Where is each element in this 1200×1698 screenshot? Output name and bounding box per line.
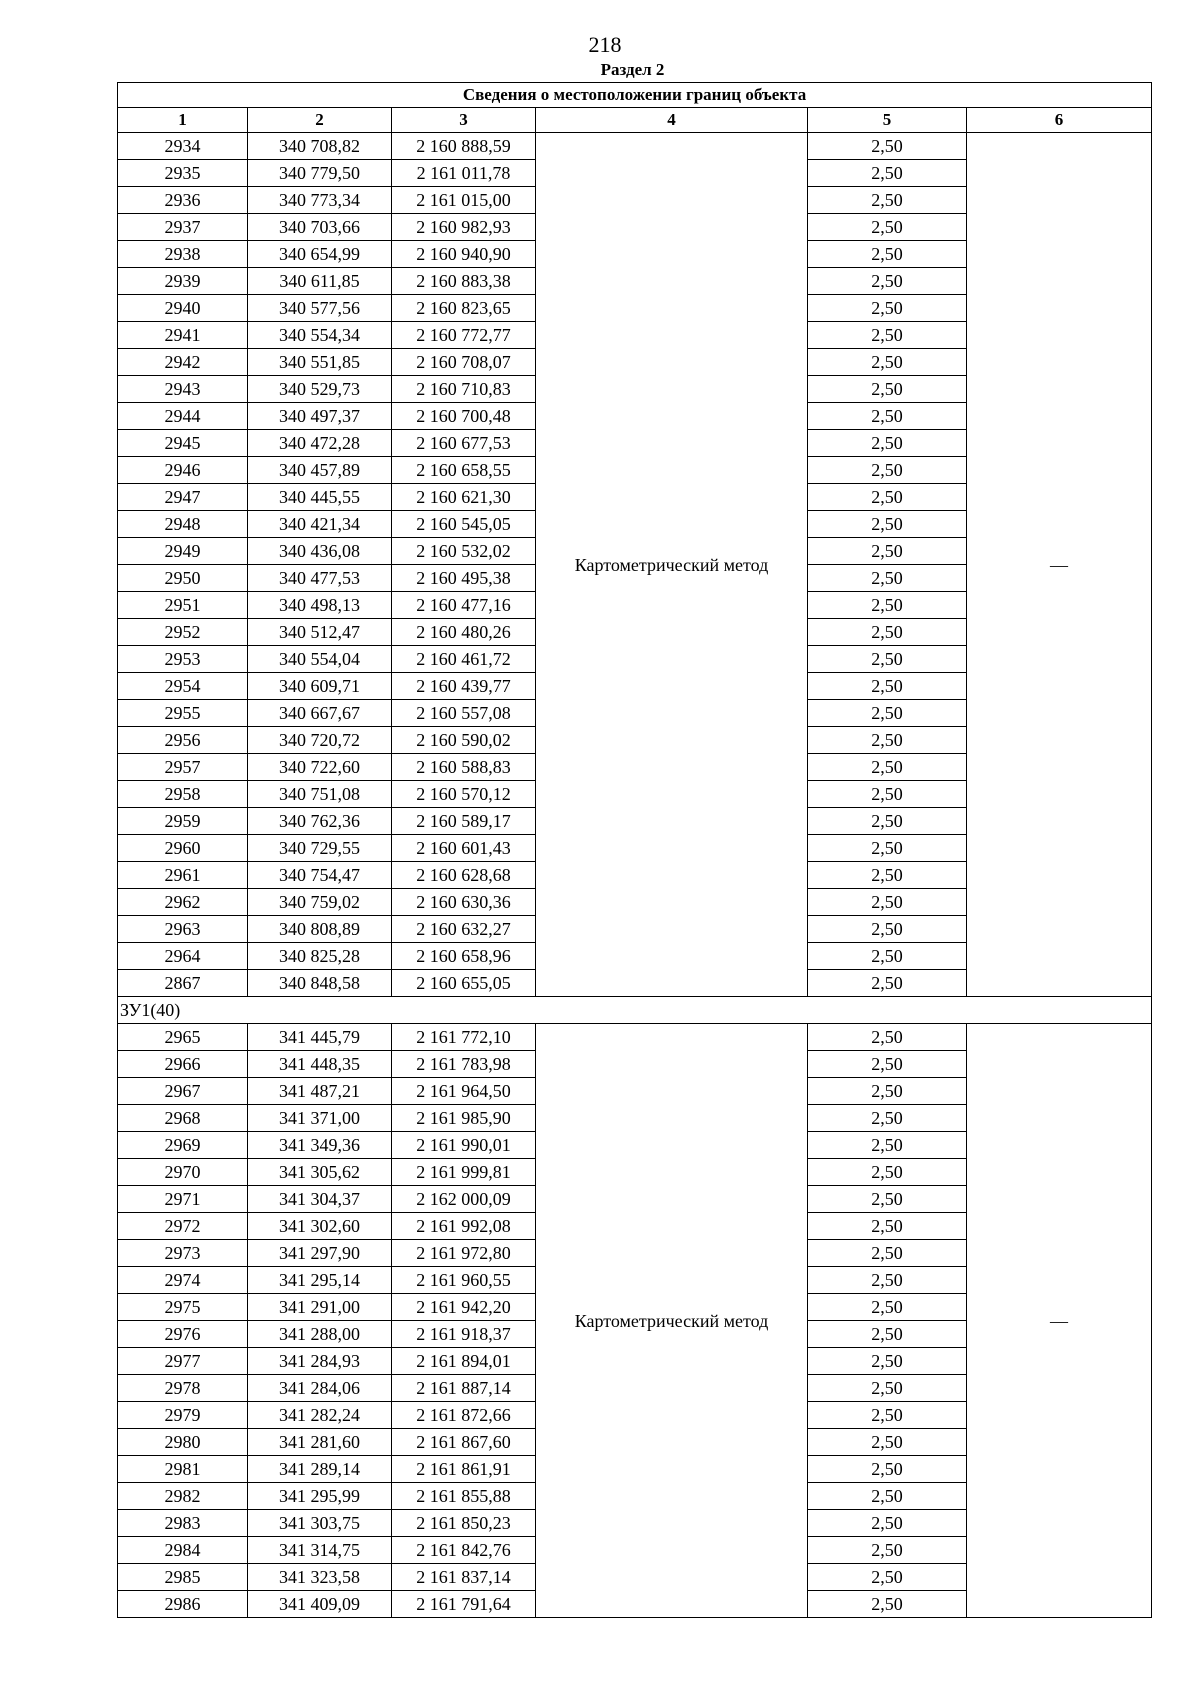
point-number-cell: 2982 (118, 1483, 248, 1510)
y-coordinate-cell: 2 160 888,59 (392, 133, 536, 160)
column-number: 3 (392, 108, 536, 133)
x-coordinate-cell: 340 708,82 (248, 133, 392, 160)
column-number: 1 (118, 108, 248, 133)
point-number-cell: 2963 (118, 916, 248, 943)
point-number-cell: 2965 (118, 1024, 248, 1051)
y-coordinate-cell: 2 161 985,90 (392, 1105, 536, 1132)
x-coordinate-cell: 340 529,73 (248, 376, 392, 403)
x-coordinate-cell: 340 497,37 (248, 403, 392, 430)
accuracy-cell: 2,50 (808, 916, 967, 943)
accuracy-cell: 2,50 (808, 754, 967, 781)
x-coordinate-cell: 340 611,85 (248, 268, 392, 295)
y-coordinate-cell: 2 160 557,08 (392, 700, 536, 727)
accuracy-cell: 2,50 (808, 1429, 967, 1456)
accuracy-cell: 2,50 (808, 889, 967, 916)
x-coordinate-cell: 341 349,36 (248, 1132, 392, 1159)
point-number-cell: 2953 (118, 646, 248, 673)
y-coordinate-cell: 2 160 710,83 (392, 376, 536, 403)
x-coordinate-cell: 341 297,90 (248, 1240, 392, 1267)
accuracy-cell: 2,50 (808, 862, 967, 889)
accuracy-cell: 2,50 (808, 538, 967, 565)
y-coordinate-cell: 2 161 842,76 (392, 1537, 536, 1564)
table-caption-row (118, 83, 1152, 108)
y-coordinate-cell: 2 160 630,36 (392, 889, 536, 916)
x-coordinate-cell: 341 291,00 (248, 1294, 392, 1321)
accuracy-cell: 2,50 (808, 187, 967, 214)
point-number-cell: 2947 (118, 484, 248, 511)
accuracy-cell: 2,50 (808, 1240, 967, 1267)
accuracy-cell: 2,50 (808, 322, 967, 349)
accuracy-cell: 2,50 (808, 1537, 967, 1564)
y-coordinate-cell: 2 160 461,72 (392, 646, 536, 673)
table-row (118, 1024, 1152, 1051)
accuracy-cell: 2,50 (808, 1051, 967, 1078)
accuracy-cell: 2,50 (808, 457, 967, 484)
accuracy-cell: 2,50 (808, 1510, 967, 1537)
y-coordinate-cell: 2 161 990,01 (392, 1132, 536, 1159)
y-coordinate-cell: 2 162 000,09 (392, 1186, 536, 1213)
point-number-cell: 2972 (118, 1213, 248, 1240)
accuracy-cell: 2,50 (808, 970, 967, 997)
y-coordinate-cell: 2 160 480,26 (392, 619, 536, 646)
note-cell: — (967, 1024, 1152, 1618)
x-coordinate-cell: 340 472,28 (248, 430, 392, 457)
point-number-cell: 2941 (118, 322, 248, 349)
point-number-cell: 2971 (118, 1186, 248, 1213)
point-number-cell: 2934 (118, 133, 248, 160)
accuracy-cell: 2,50 (808, 484, 967, 511)
column-number: 5 (808, 108, 967, 133)
accuracy-cell: 2,50 (808, 943, 967, 970)
y-coordinate-cell: 2 160 982,93 (392, 214, 536, 241)
y-coordinate-cell: 2 160 823,65 (392, 295, 536, 322)
point-number-cell: 2945 (118, 430, 248, 457)
method-cell: Картометрический метод (536, 133, 808, 997)
boundary-coordinates-table (117, 82, 1152, 1618)
accuracy-cell: 2,50 (808, 1591, 967, 1618)
accuracy-cell: 2,50 (808, 1321, 967, 1348)
x-coordinate-cell: 341 323,58 (248, 1564, 392, 1591)
accuracy-cell: 2,50 (808, 700, 967, 727)
x-coordinate-cell: 341 445,79 (248, 1024, 392, 1051)
accuracy-cell: 2,50 (808, 160, 967, 187)
section-title: Раздел 2 (600, 60, 665, 79)
y-coordinate-cell: 2 160 632,27 (392, 916, 536, 943)
x-coordinate-cell: 341 284,93 (248, 1348, 392, 1375)
point-number-cell: 2944 (118, 403, 248, 430)
accuracy-cell: 2,50 (808, 1024, 967, 1051)
x-coordinate-cell: 340 762,36 (248, 808, 392, 835)
y-coordinate-cell: 2 160 655,05 (392, 970, 536, 997)
x-coordinate-cell: 340 436,08 (248, 538, 392, 565)
y-coordinate-cell: 2 160 532,02 (392, 538, 536, 565)
page-number: 218 (588, 32, 622, 57)
group-label-row (118, 997, 1152, 1024)
table-body (118, 133, 1152, 1618)
x-coordinate-cell: 340 808,89 (248, 916, 392, 943)
accuracy-cell: 2,50 (808, 430, 967, 457)
y-coordinate-cell: 2 161 999,81 (392, 1159, 536, 1186)
x-coordinate-cell: 340 722,60 (248, 754, 392, 781)
x-coordinate-cell: 340 498,13 (248, 592, 392, 619)
accuracy-cell: 2,50 (808, 1402, 967, 1429)
accuracy-cell: 2,50 (808, 1267, 967, 1294)
y-coordinate-cell: 2 161 861,91 (392, 1456, 536, 1483)
x-coordinate-cell: 340 654,99 (248, 241, 392, 268)
y-coordinate-cell: 2 161 855,88 (392, 1483, 536, 1510)
point-number-cell: 2937 (118, 214, 248, 241)
y-coordinate-cell: 2 160 570,12 (392, 781, 536, 808)
accuracy-cell: 2,50 (808, 295, 967, 322)
accuracy-cell: 2,50 (808, 349, 967, 376)
x-coordinate-cell: 340 554,34 (248, 322, 392, 349)
method-cell: Картометрический метод (536, 1024, 808, 1618)
table-caption: Сведения о местоположении границ объекта (118, 83, 1152, 108)
note-cell: — (967, 133, 1152, 997)
accuracy-cell: 2,50 (808, 592, 967, 619)
point-number-cell: 2952 (118, 619, 248, 646)
x-coordinate-cell: 340 779,50 (248, 160, 392, 187)
y-coordinate-cell: 2 160 589,17 (392, 808, 536, 835)
y-coordinate-cell: 2 160 590,02 (392, 727, 536, 754)
accuracy-cell: 2,50 (808, 241, 967, 268)
x-coordinate-cell: 340 577,56 (248, 295, 392, 322)
y-coordinate-cell: 2 161 972,80 (392, 1240, 536, 1267)
y-coordinate-cell: 2 161 791,64 (392, 1591, 536, 1618)
point-number-cell: 2959 (118, 808, 248, 835)
point-number-cell: 2867 (118, 970, 248, 997)
x-coordinate-cell: 341 302,60 (248, 1213, 392, 1240)
accuracy-cell: 2,50 (808, 1132, 967, 1159)
x-coordinate-cell: 341 487,21 (248, 1078, 392, 1105)
point-number-cell: 2940 (118, 295, 248, 322)
x-coordinate-cell: 340 848,58 (248, 970, 392, 997)
accuracy-cell: 2,50 (808, 376, 967, 403)
x-coordinate-cell: 340 825,28 (248, 943, 392, 970)
x-coordinate-cell: 340 421,34 (248, 511, 392, 538)
accuracy-cell: 2,50 (808, 1213, 967, 1240)
y-coordinate-cell: 2 160 658,96 (392, 943, 536, 970)
x-coordinate-cell: 340 667,67 (248, 700, 392, 727)
point-number-cell: 2981 (118, 1456, 248, 1483)
x-coordinate-cell: 340 729,55 (248, 835, 392, 862)
point-number-cell: 2969 (118, 1132, 248, 1159)
table-row (118, 133, 1152, 160)
point-number-cell: 2954 (118, 673, 248, 700)
point-number-cell: 2935 (118, 160, 248, 187)
y-coordinate-cell: 2 160 658,55 (392, 457, 536, 484)
y-coordinate-cell: 2 161 872,66 (392, 1402, 536, 1429)
x-coordinate-cell: 341 295,14 (248, 1267, 392, 1294)
point-number-cell: 2938 (118, 241, 248, 268)
x-coordinate-cell: 341 304,37 (248, 1186, 392, 1213)
accuracy-cell: 2,50 (808, 268, 967, 295)
point-number-cell: 2979 (118, 1402, 248, 1429)
accuracy-cell: 2,50 (808, 214, 967, 241)
y-coordinate-cell: 2 160 588,83 (392, 754, 536, 781)
point-number-cell: 2974 (118, 1267, 248, 1294)
point-number-cell: 2986 (118, 1591, 248, 1618)
point-number-cell: 2956 (118, 727, 248, 754)
point-number-cell: 2955 (118, 700, 248, 727)
y-coordinate-cell: 2 161 992,08 (392, 1213, 536, 1240)
y-coordinate-cell: 2 160 940,90 (392, 241, 536, 268)
point-number-cell: 2942 (118, 349, 248, 376)
y-coordinate-cell: 2 160 545,05 (392, 511, 536, 538)
point-number-cell: 2983 (118, 1510, 248, 1537)
column-number: 6 (967, 108, 1152, 133)
point-number-cell: 2968 (118, 1105, 248, 1132)
point-number-cell: 2939 (118, 268, 248, 295)
x-coordinate-cell: 340 751,08 (248, 781, 392, 808)
y-coordinate-cell: 2 160 772,77 (392, 322, 536, 349)
accuracy-cell: 2,50 (808, 133, 967, 160)
x-coordinate-cell: 340 551,85 (248, 349, 392, 376)
accuracy-cell: 2,50 (808, 1456, 967, 1483)
point-number-cell: 2943 (118, 376, 248, 403)
column-number: 2 (248, 108, 392, 133)
accuracy-cell: 2,50 (808, 1105, 967, 1132)
accuracy-cell: 2,50 (808, 1078, 967, 1105)
accuracy-cell: 2,50 (808, 781, 967, 808)
x-coordinate-cell: 340 759,02 (248, 889, 392, 916)
x-coordinate-cell: 341 314,75 (248, 1537, 392, 1564)
accuracy-cell: 2,50 (808, 511, 967, 538)
x-coordinate-cell: 340 477,53 (248, 565, 392, 592)
y-coordinate-cell: 2 160 700,48 (392, 403, 536, 430)
x-coordinate-cell: 341 371,00 (248, 1105, 392, 1132)
point-number-cell: 2958 (118, 781, 248, 808)
point-number-cell: 2985 (118, 1564, 248, 1591)
x-coordinate-cell: 340 512,47 (248, 619, 392, 646)
point-number-cell: 2976 (118, 1321, 248, 1348)
y-coordinate-cell: 2 160 495,38 (392, 565, 536, 592)
x-coordinate-cell: 341 409,09 (248, 1591, 392, 1618)
point-number-cell: 2948 (118, 511, 248, 538)
x-coordinate-cell: 341 281,60 (248, 1429, 392, 1456)
y-coordinate-cell: 2 161 011,78 (392, 160, 536, 187)
accuracy-cell: 2,50 (808, 835, 967, 862)
y-coordinate-cell: 2 161 850,23 (392, 1510, 536, 1537)
y-coordinate-cell: 2 161 015,00 (392, 187, 536, 214)
accuracy-cell: 2,50 (808, 403, 967, 430)
y-coordinate-cell: 2 161 887,14 (392, 1375, 536, 1402)
point-number-cell: 2977 (118, 1348, 248, 1375)
point-number-cell: 2973 (118, 1240, 248, 1267)
y-coordinate-cell: 2 160 477,16 (392, 592, 536, 619)
y-coordinate-cell: 2 161 918,37 (392, 1321, 536, 1348)
accuracy-cell: 2,50 (808, 727, 967, 754)
x-coordinate-cell: 341 284,06 (248, 1375, 392, 1402)
point-number-cell: 2961 (118, 862, 248, 889)
point-number-cell: 2978 (118, 1375, 248, 1402)
point-number-cell: 2984 (118, 1537, 248, 1564)
point-number-cell: 2966 (118, 1051, 248, 1078)
accuracy-cell: 2,50 (808, 1159, 967, 1186)
point-number-cell: 2951 (118, 592, 248, 619)
y-coordinate-cell: 2 161 960,55 (392, 1267, 536, 1294)
x-coordinate-cell: 340 773,34 (248, 187, 392, 214)
y-coordinate-cell: 2 160 621,30 (392, 484, 536, 511)
y-coordinate-cell: 2 160 883,38 (392, 268, 536, 295)
accuracy-cell: 2,50 (808, 1348, 967, 1375)
point-number-cell: 2957 (118, 754, 248, 781)
x-coordinate-cell: 341 448,35 (248, 1051, 392, 1078)
point-number-cell: 2967 (118, 1078, 248, 1105)
point-number-cell: 2949 (118, 538, 248, 565)
y-coordinate-cell: 2 160 628,68 (392, 862, 536, 889)
x-coordinate-cell: 341 295,99 (248, 1483, 392, 1510)
accuracy-cell: 2,50 (808, 1564, 967, 1591)
column-number-row (118, 108, 1152, 133)
accuracy-cell: 2,50 (808, 646, 967, 673)
accuracy-cell: 2,50 (808, 1186, 967, 1213)
y-coordinate-cell: 2 160 677,53 (392, 430, 536, 457)
y-coordinate-cell: 2 161 837,14 (392, 1564, 536, 1591)
point-number-cell: 2970 (118, 1159, 248, 1186)
y-coordinate-cell: 2 160 439,77 (392, 673, 536, 700)
y-coordinate-cell: 2 161 772,10 (392, 1024, 536, 1051)
accuracy-cell: 2,50 (808, 673, 967, 700)
y-coordinate-cell: 2 161 783,98 (392, 1051, 536, 1078)
x-coordinate-cell: 340 754,47 (248, 862, 392, 889)
y-coordinate-cell: 2 160 708,07 (392, 349, 536, 376)
point-number-cell: 2946 (118, 457, 248, 484)
group-label: ЗУ1(40) (118, 997, 1152, 1024)
accuracy-cell: 2,50 (808, 619, 967, 646)
x-coordinate-cell: 341 288,00 (248, 1321, 392, 1348)
y-coordinate-cell: 2 161 964,50 (392, 1078, 536, 1105)
x-coordinate-cell: 340 445,55 (248, 484, 392, 511)
x-coordinate-cell: 341 303,75 (248, 1510, 392, 1537)
accuracy-cell: 2,50 (808, 808, 967, 835)
y-coordinate-cell: 2 161 894,01 (392, 1348, 536, 1375)
x-coordinate-cell: 340 457,89 (248, 457, 392, 484)
point-number-cell: 2980 (118, 1429, 248, 1456)
accuracy-cell: 2,50 (808, 1375, 967, 1402)
point-number-cell: 2936 (118, 187, 248, 214)
x-coordinate-cell: 340 720,72 (248, 727, 392, 754)
point-number-cell: 2975 (118, 1294, 248, 1321)
x-coordinate-cell: 341 282,24 (248, 1402, 392, 1429)
x-coordinate-cell: 340 703,66 (248, 214, 392, 241)
accuracy-cell: 2,50 (808, 565, 967, 592)
y-coordinate-cell: 2 161 867,60 (392, 1429, 536, 1456)
point-number-cell: 2950 (118, 565, 248, 592)
x-coordinate-cell: 340 554,04 (248, 646, 392, 673)
x-coordinate-cell: 340 609,71 (248, 673, 392, 700)
y-coordinate-cell: 2 160 601,43 (392, 835, 536, 862)
point-number-cell: 2964 (118, 943, 248, 970)
x-coordinate-cell: 341 289,14 (248, 1456, 392, 1483)
y-coordinate-cell: 2 161 942,20 (392, 1294, 536, 1321)
point-number-cell: 2960 (118, 835, 248, 862)
point-number-cell: 2962 (118, 889, 248, 916)
accuracy-cell: 2,50 (808, 1483, 967, 1510)
x-coordinate-cell: 341 305,62 (248, 1159, 392, 1186)
accuracy-cell: 2,50 (808, 1294, 967, 1321)
column-number: 4 (536, 108, 808, 133)
